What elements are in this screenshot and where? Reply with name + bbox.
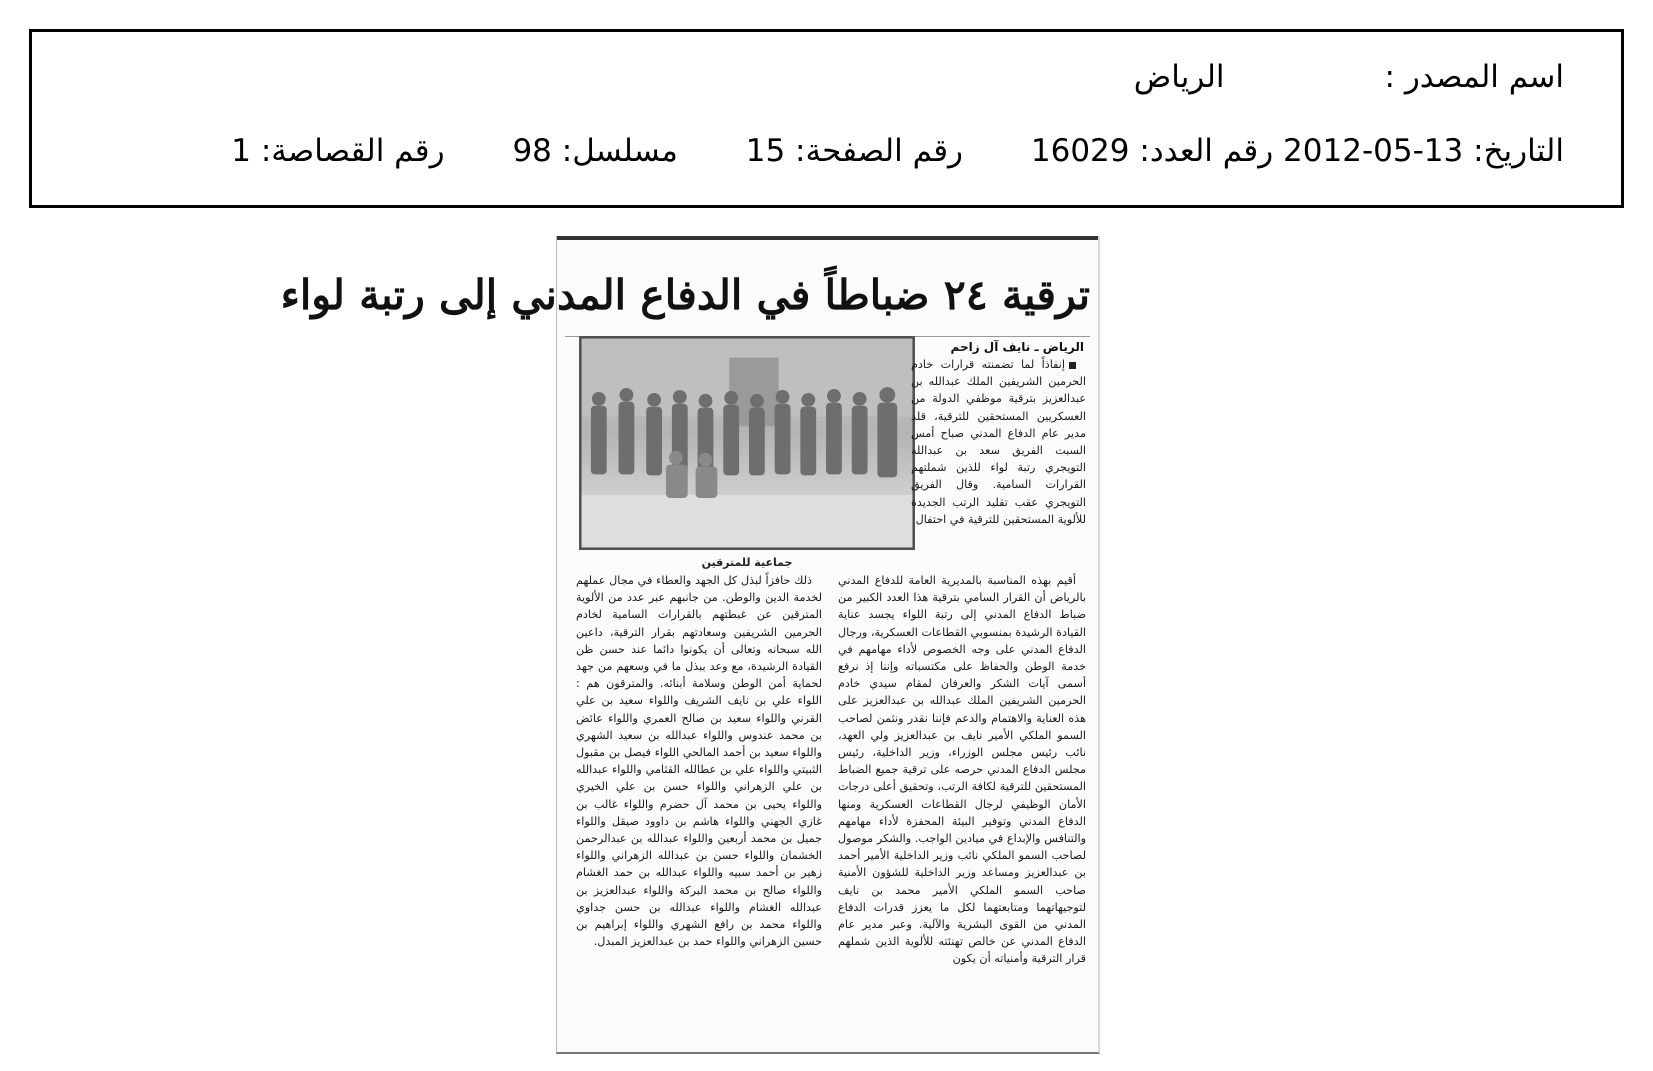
article-headline: ترقية ٢٤ ضباطاً في الدفاع المدني إلى رتبة لواء [280,271,1090,319]
serial-value: 98 [512,133,552,169]
clip-value: 1 [231,133,251,169]
issue-field [1031,133,1273,169]
issue-value: 16029 [1030,133,1130,169]
intro-text: إنفاذاً لما تضمنته قرارات خادم الحرمين الشريفين الملك عبدالله بن عبدالعزيز بترقية موظفي الدولة من العسكريين المستحقين للترقية، قلد مدير عام الدفاع المدني صباح أمس السبت الفريق سعد بن عبدالله التويجري رتبة لواء للذين شملتهم القرارات السامية. وقال الفريق التويجري عقب تقليد الرتب الجديدة للألوية المستحقين للترقية في احتفال [911,358,1086,526]
paragraph-marker-icon [1069,362,1076,369]
article-column-intro [911,356,1086,572]
page-field [746,133,963,169]
date-label: التاريخ: [1473,133,1564,169]
date-value: 2012-05-13 [1283,133,1464,169]
article-byline: الرياض ـ نايف آل زاحم [950,340,1084,354]
article-column-right [838,572,1086,1030]
right-column-text: أقيم بهذه المناسبة بالمديرية العامة للدفاع المدني بالرياض أن القرار السامي بترقية هذا العدد الكبير من ضباط الدفاع المدني إلى رتبة اللواء يجسد عناية القيادة الرشيدة بمنسوبي القطاعات العسكرية، ورجال الدفاع المدني على وجه الخصوص لأداء مهامهم في خدمة الوطن والحفاظ على مكتسباته وإننا إذ نرفع أسمى آيات الشكر والعرفان لمقام سيدي خادم الحرمين الشريفين الملك عبدالله بن عبدالعزيز على هذه العناية والاهتمام والدعم فإننا نقدر ونثمن لصاحب السمو الملكي الأمير نايف بن عبدالعزيز ولي العهد، نائب رئيس مجلس الوزراء، وزير الداخلية، رئيس مجلس الدفاع المدني حرصه على ترقية جميع الضباط المستحقين للترقية لكافة الرتب، وتحقيق أعلى درجات الأمان الوظيفي لرجال القطاعات العسكرية ومنها الدفاع المدني وتوفير البيئة المحفزة لأداء مهامهم والتنافس والإبداع في ميادين الواجب. والشكر موصول لصاحب السمو الملكي نائب وزير الداخلية الأمير أحمد بن عبدالعزيز ومساعد وزير الداخلية للشؤون الأمنية صاحب السمو الملكي الأمير محمد بن نايف لتوجيهاتهما ومتابعتهما لكل ما يعزز قدرات الدفاع المدني من القوى البشرية والآلية. وعبر مدير عام الدفاع المدني عن خالص تهنئته للألوية الذين شملهم قرار الترقية وأمنياته أن يكون [838,574,1086,966]
article-column-left [576,572,822,1030]
serial-field [512,133,677,169]
issue-label: رقم العدد: [1139,133,1274,169]
left-column-text: ذلك حافزاً لبذل كل الجهد والعطاء في مجال عملهم لخدمة الدين والوطن. من جانبهم عبر عدد من الألوية المترقين عن غبطتهم بالقرارات السامية لخادم الحرمين الشريفين وسعادتهم بقرار الترقية، داعين الله سبحانه وتعالى أن يكونوا دائما عند حسن ظن القيادة الرشيدة، مع وعد ببذل ما في وسعهم من جهد لحماية أمن الوطن وسلامة أبنائه. والمترقون هم : اللواء علي بن نايف الشريف واللواء سعيد بن علي القرني واللواء سعيد بن صالح العمري واللواء عائض بن محمد عندوس واللواء عبدالله بن سعيد الشهري واللواء سعيد بن أحمد المالحي اللواء فيصل بن مقبول الثبيتي واللواء علي بن عطالله القثامي واللواء عبدالله بن علي الزهراني واللواء حسن بن علي الخيري واللواء يحيى بن محمد آل حضرم واللواء غالب بن غازي الجهني واللواء هاشم بن داوود صيقل واللواء جميل بن محمد أربعين واللواء عبدالله بن عبدالرحمن الخشمان واللواء حسن بن عبدالله الزهراني واللواء زهير بن أحمد سبيه واللواء عبدالله بن حمد الغشام واللواء صالح بن محمد البركة واللواء عبدالعزيز بن عبدالله الغشام واللواء عبدالله بن حسن جداوي واللواء محمد بن رافع الشهري واللواء إبراهيم بن حسين الزهراني واللواء حمد بن عبدالعزيز المبدل. [576,574,822,949]
top-rule [557,236,1098,240]
page-label: رقم الصفحة: [795,133,964,169]
meta-row [173,133,1564,169]
source-label: اسم المصدر : [1384,59,1564,95]
serial-label: مسلسل: [561,133,678,169]
group-photo-image [581,338,913,548]
photo-caption: جماعية للمترقين [701,556,793,569]
date-field [1283,133,1564,169]
page-value: 15 [745,133,786,169]
group-photo [579,336,915,550]
clip-field [231,133,444,169]
source-row [1134,59,1564,95]
newspaper-clipping [280,236,1100,1054]
source-info-box [29,29,1624,208]
source-value: الرياض [1133,59,1225,95]
clip-label: رقم القصاصة: [260,133,445,169]
